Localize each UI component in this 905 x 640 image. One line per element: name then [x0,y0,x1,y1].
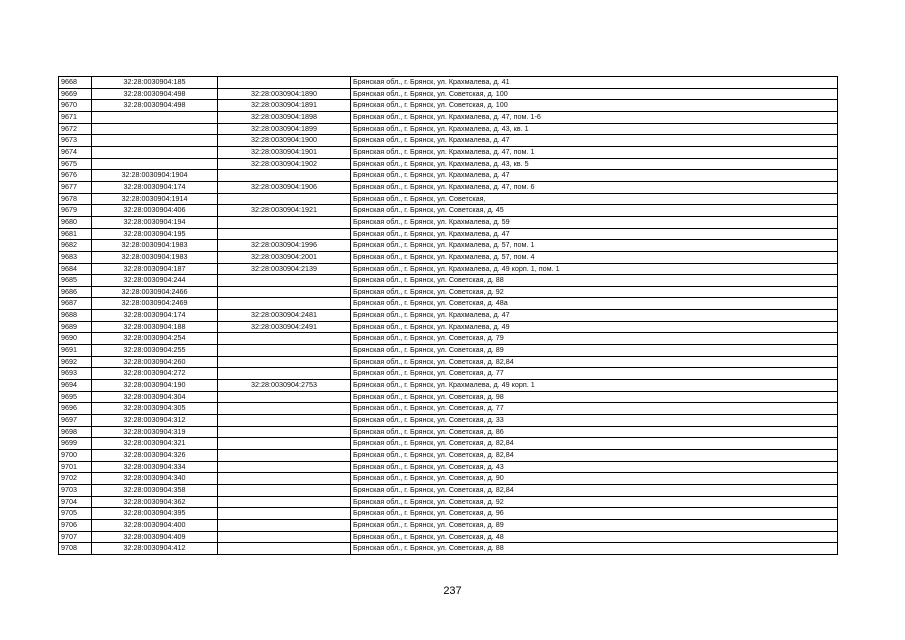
registry-table-body [59,77,838,555]
address-cell: Брянская обл., г. Брянск, ул. Крахмалева, д. 47, пом. 6 [351,181,838,193]
table-row [59,356,838,368]
address-cell: Брянская обл., г. Брянск, ул. Крахмалева, д. 47, пом. 1-6 [351,111,838,123]
table-row [59,438,838,450]
cadastral-number-cell: 32:28:0030904:498 [92,100,218,112]
row-number-cell: 9678 [59,193,92,205]
row-number-cell: 9692 [59,356,92,368]
object-cadastral-number-cell: 32:28:0030904:1899 [218,123,351,135]
address-cell: Брянская обл., г. Брянск, ул. Крахмалева, д. 47 [351,228,838,240]
object-cadastral-number-cell [218,519,351,531]
object-cadastral-number-cell [218,333,351,345]
cadastral-number-cell [92,135,218,147]
table-row [59,170,838,182]
address-cell: Брянская обл., г. Брянск, ул. Советская, д. 82,84 [351,484,838,496]
address-cell: Брянская обл., г. Брянск, ул. Крахмалева, д. 41 [351,77,838,89]
address-cell: Брянская обл., г. Брянск, ул. Крахмалева, д. 43, кв. 1 [351,123,838,135]
address-cell: Брянская обл., г. Брянск, ул. Крахмалева, д. 47, пом. 1 [351,146,838,158]
object-cadastral-number-cell [218,473,351,485]
address-cell: Брянская обл., г. Брянск, ул. Советская, д. 89 [351,345,838,357]
table-row [59,286,838,298]
cadastral-number-cell: 32:28:0030904:409 [92,531,218,543]
row-number-cell: 9687 [59,298,92,310]
page-number: 237 [443,585,462,597]
object-cadastral-number-cell [218,368,351,380]
address-cell: Брянская обл., г. Брянск, ул. Крахмалева, д. 47 [351,135,838,147]
object-cadastral-number-cell [218,484,351,496]
cadastral-number-cell: 32:28:0030904:305 [92,403,218,415]
object-cadastral-number-cell: 32:28:0030904:1901 [218,146,351,158]
row-number-cell: 9708 [59,543,92,555]
row-number-cell: 9680 [59,216,92,228]
row-number-cell: 9669 [59,88,92,100]
address-cell: Брянская обл., г. Брянск, ул. Советская, д. 100 [351,88,838,100]
cadastral-number-cell: 32:28:0030904:304 [92,391,218,403]
address-cell: Брянская обл., г. Брянск, ул. Крахмалева, д. 47 [351,170,838,182]
address-cell: Брянская обл., г. Брянск, ул. Крахмалева, д. 57, пом. 1 [351,240,838,252]
cadastral-number-cell: 32:28:0030904:244 [92,275,218,287]
row-number-cell: 9691 [59,345,92,357]
cadastral-number-cell: 32:28:0030904:1904 [92,170,218,182]
row-number-cell: 9696 [59,403,92,415]
cadastral-number-cell: 32:28:0030904:260 [92,356,218,368]
object-cadastral-number-cell: 32:28:0030904:1891 [218,100,351,112]
table-row [59,426,838,438]
address-cell: Брянская обл., г. Брянск, ул. Советская, д. 100 [351,100,838,112]
address-cell: Брянская обл., г. Брянск, ул. Советская, д. 43 [351,461,838,473]
row-number-cell: 9689 [59,321,92,333]
table-row [59,333,838,345]
address-cell: Брянская обл., г. Брянск, ул. Советская, д. 82,84 [351,356,838,368]
object-cadastral-number-cell [218,391,351,403]
object-cadastral-number-cell: 32:28:0030904:2491 [218,321,351,333]
row-number-cell: 9693 [59,368,92,380]
address-cell: Брянская обл., г. Брянск, ул. Советская, д. 48а [351,298,838,310]
row-number-cell: 9705 [59,508,92,520]
address-cell: Брянская обл., г. Брянск, ул. Советская, д. 48 [351,531,838,543]
cadastral-number-cell: 32:28:0030904:326 [92,450,218,462]
cadastral-number-cell: 32:28:0030904:272 [92,368,218,380]
address-cell: Брянская обл., г. Брянск, ул. Советская, д. 92 [351,496,838,508]
object-cadastral-number-cell: 32:28:0030904:2481 [218,310,351,322]
row-number-cell: 9674 [59,146,92,158]
table-row [59,146,838,158]
row-number-cell: 9675 [59,158,92,170]
row-number-cell: 9690 [59,333,92,345]
object-cadastral-number-cell [218,286,351,298]
table-row [59,251,838,263]
object-cadastral-number-cell: 32:28:0030904:1902 [218,158,351,170]
table-row [59,496,838,508]
cadastral-number-cell: 32:28:0030904:319 [92,426,218,438]
row-number-cell: 9695 [59,391,92,403]
row-number-cell: 9681 [59,228,92,240]
table-row [59,216,838,228]
address-cell: Брянская обл., г. Брянск, ул. Советская, д. 33 [351,415,838,427]
row-number-cell: 9671 [59,111,92,123]
cadastral-number-cell: 32:28:0030904:190 [92,380,218,392]
table-row [59,123,838,135]
table-row [59,450,838,462]
row-number-cell: 9685 [59,275,92,287]
object-cadastral-number-cell [218,77,351,89]
object-cadastral-number-cell [218,450,351,462]
cadastral-number-cell: 32:28:0030904:412 [92,543,218,555]
table-row [59,263,838,275]
address-cell: Брянская обл., г. Брянск, ул. Советская, д. 98 [351,391,838,403]
address-cell: Брянская обл., г. Брянск, ул. Советская, д. 77 [351,368,838,380]
cadastral-number-cell: 32:28:0030904:1983 [92,240,218,252]
address-cell: Брянская обл., г. Брянск, ул. Советская, д. 79 [351,333,838,345]
cadastral-number-cell: 32:28:0030904:1914 [92,193,218,205]
cadastral-number-cell: 32:28:0030904:254 [92,333,218,345]
row-number-cell: 9668 [59,77,92,89]
object-cadastral-number-cell [218,356,351,368]
table-row [59,484,838,496]
object-cadastral-number-cell: 32:28:0030904:1921 [218,205,351,217]
table-row [59,111,838,123]
table-row [59,531,838,543]
object-cadastral-number-cell [218,345,351,357]
cadastral-number-cell: 32:28:0030904:400 [92,519,218,531]
cadastral-number-cell: 32:28:0030904:340 [92,473,218,485]
address-cell: Брянская обл., г. Брянск, ул. Советская, д. 82,84 [351,450,838,462]
cadastral-number-cell: 32:28:0030904:321 [92,438,218,450]
object-cadastral-number-cell: 32:28:0030904:2001 [218,251,351,263]
table-row [59,461,838,473]
table-row [59,181,838,193]
address-cell: Брянская обл., г. Брянск, ул. Советская, д. 45 [351,205,838,217]
cadastral-number-cell: 32:28:0030904:498 [92,88,218,100]
table-row [59,88,838,100]
registry-table [58,76,838,555]
table-row [59,391,838,403]
address-cell: Брянская обл., г. Брянск, ул. Советская, д. 90 [351,473,838,485]
object-cadastral-number-cell [218,298,351,310]
table-row [59,321,838,333]
address-cell: Брянская обл., г. Брянск, ул. Крахмалева, д. 49 [351,321,838,333]
object-cadastral-number-cell [218,403,351,415]
row-number-cell: 9700 [59,450,92,462]
row-number-cell: 9677 [59,181,92,193]
table-row [59,368,838,380]
table-row [59,228,838,240]
address-cell: Брянская обл., г. Брянск, ул. Крахмалева, д. 49 корп. 1, пом. 1 [351,263,838,275]
object-cadastral-number-cell [218,228,351,240]
object-cadastral-number-cell [218,496,351,508]
table-row [59,345,838,357]
row-number-cell: 9701 [59,461,92,473]
table-row [59,275,838,287]
table-row [59,298,838,310]
cadastral-number-cell: 32:28:0030904:188 [92,321,218,333]
object-cadastral-number-cell [218,193,351,205]
table-row [59,193,838,205]
object-cadastral-number-cell: 32:28:0030904:1898 [218,111,351,123]
row-number-cell: 9673 [59,135,92,147]
object-cadastral-number-cell: 32:28:0030904:1996 [218,240,351,252]
row-number-cell: 9694 [59,380,92,392]
address-cell: Брянская обл., г. Брянск, ул. Крахмалева, д. 49 корп. 1 [351,380,838,392]
table-row [59,158,838,170]
cadastral-number-cell: 32:28:0030904:362 [92,496,218,508]
cadastral-number-cell: 32:28:0030904:174 [92,310,218,322]
table-row [59,380,838,392]
object-cadastral-number-cell: 32:28:0030904:1890 [218,88,351,100]
row-number-cell: 9683 [59,251,92,263]
cadastral-number-cell: 32:28:0030904:395 [92,508,218,520]
cadastral-number-cell: 32:28:0030904:334 [92,461,218,473]
cadastral-number-cell: 32:28:0030904:1983 [92,251,218,263]
table-row [59,100,838,112]
cadastral-number-cell: 32:28:0030904:174 [92,181,218,193]
row-number-cell: 9703 [59,484,92,496]
row-number-cell: 9670 [59,100,92,112]
object-cadastral-number-cell [218,426,351,438]
table-row [59,403,838,415]
address-cell: Брянская обл., г. Брянск, ул. Советская, д. 82,84 [351,438,838,450]
address-cell: Брянская обл., г. Брянск, ул. Крахмалева, д. 57, пом. 4 [351,251,838,263]
object-cadastral-number-cell [218,543,351,555]
table-row [59,77,838,89]
cadastral-number-cell [92,146,218,158]
object-cadastral-number-cell [218,438,351,450]
table-row [59,473,838,485]
object-cadastral-number-cell [218,508,351,520]
address-cell: Брянская обл., г. Брянск, ул. Крахмалева, д. 59 [351,216,838,228]
cadastral-number-cell: 32:28:0030904:185 [92,77,218,89]
cadastral-number-cell [92,123,218,135]
cadastral-number-cell: 32:28:0030904:358 [92,484,218,496]
object-cadastral-number-cell [218,461,351,473]
cadastral-number-cell: 32:28:0030904:406 [92,205,218,217]
cadastral-number-cell: 32:28:0030904:187 [92,263,218,275]
cadastral-number-cell: 32:28:0030904:194 [92,216,218,228]
row-number-cell: 9698 [59,426,92,438]
cadastral-number-cell [92,158,218,170]
cadastral-number-cell: 32:28:0030904:255 [92,345,218,357]
row-number-cell: 9679 [59,205,92,217]
row-number-cell: 9704 [59,496,92,508]
row-number-cell: 9686 [59,286,92,298]
object-cadastral-number-cell: 32:28:0030904:1900 [218,135,351,147]
cadastral-number-cell [92,111,218,123]
cadastral-number-cell: 32:28:0030904:195 [92,228,218,240]
table-row [59,135,838,147]
object-cadastral-number-cell [218,531,351,543]
row-number-cell: 9672 [59,123,92,135]
cadastral-number-cell: 32:28:0030904:312 [92,415,218,427]
object-cadastral-number-cell: 32:28:0030904:2139 [218,263,351,275]
table-row [59,519,838,531]
object-cadastral-number-cell [218,170,351,182]
table-row [59,205,838,217]
table-row [59,310,838,322]
address-cell: Брянская обл., г. Брянск, ул. Крахмалева, д. 47 [351,310,838,322]
address-cell: Брянская обл., г. Брянск, ул. Советская, д. 88 [351,543,838,555]
object-cadastral-number-cell: 32:28:0030904:1906 [218,181,351,193]
object-cadastral-number-cell: 32:28:0030904:2753 [218,380,351,392]
address-cell: Брянская обл., г. Брянск, ул. Советская, д. 77 [351,403,838,415]
address-cell: Брянская обл., г. Брянск, ул. Советская, д. 96 [351,508,838,520]
address-cell: Брянская обл., г. Брянск, ул. Советская, [351,193,838,205]
row-number-cell: 9682 [59,240,92,252]
object-cadastral-number-cell [218,275,351,287]
row-number-cell: 9688 [59,310,92,322]
address-cell: Брянская обл., г. Брянск, ул. Крахмалева, д. 43, кв. 5 [351,158,838,170]
object-cadastral-number-cell [218,415,351,427]
row-number-cell: 9707 [59,531,92,543]
address-cell: Брянская обл., г. Брянск, ул. Советская, д. 88 [351,275,838,287]
table-row [59,240,838,252]
cadastral-number-cell: 32:28:0030904:2469 [92,298,218,310]
row-number-cell: 9706 [59,519,92,531]
table-row [59,508,838,520]
row-number-cell: 9702 [59,473,92,485]
table-row [59,543,838,555]
row-number-cell: 9684 [59,263,92,275]
object-cadastral-number-cell [218,216,351,228]
address-cell: Брянская обл., г. Брянск, ул. Советская, д. 92 [351,286,838,298]
table-row [59,415,838,427]
cadastral-number-cell: 32:28:0030904:2466 [92,286,218,298]
row-number-cell: 9676 [59,170,92,182]
row-number-cell: 9699 [59,438,92,450]
address-cell: Брянская обл., г. Брянск, ул. Советская, д. 86 [351,426,838,438]
address-cell: Брянская обл., г. Брянск, ул. Советская, д. 89 [351,519,838,531]
row-number-cell: 9697 [59,415,92,427]
